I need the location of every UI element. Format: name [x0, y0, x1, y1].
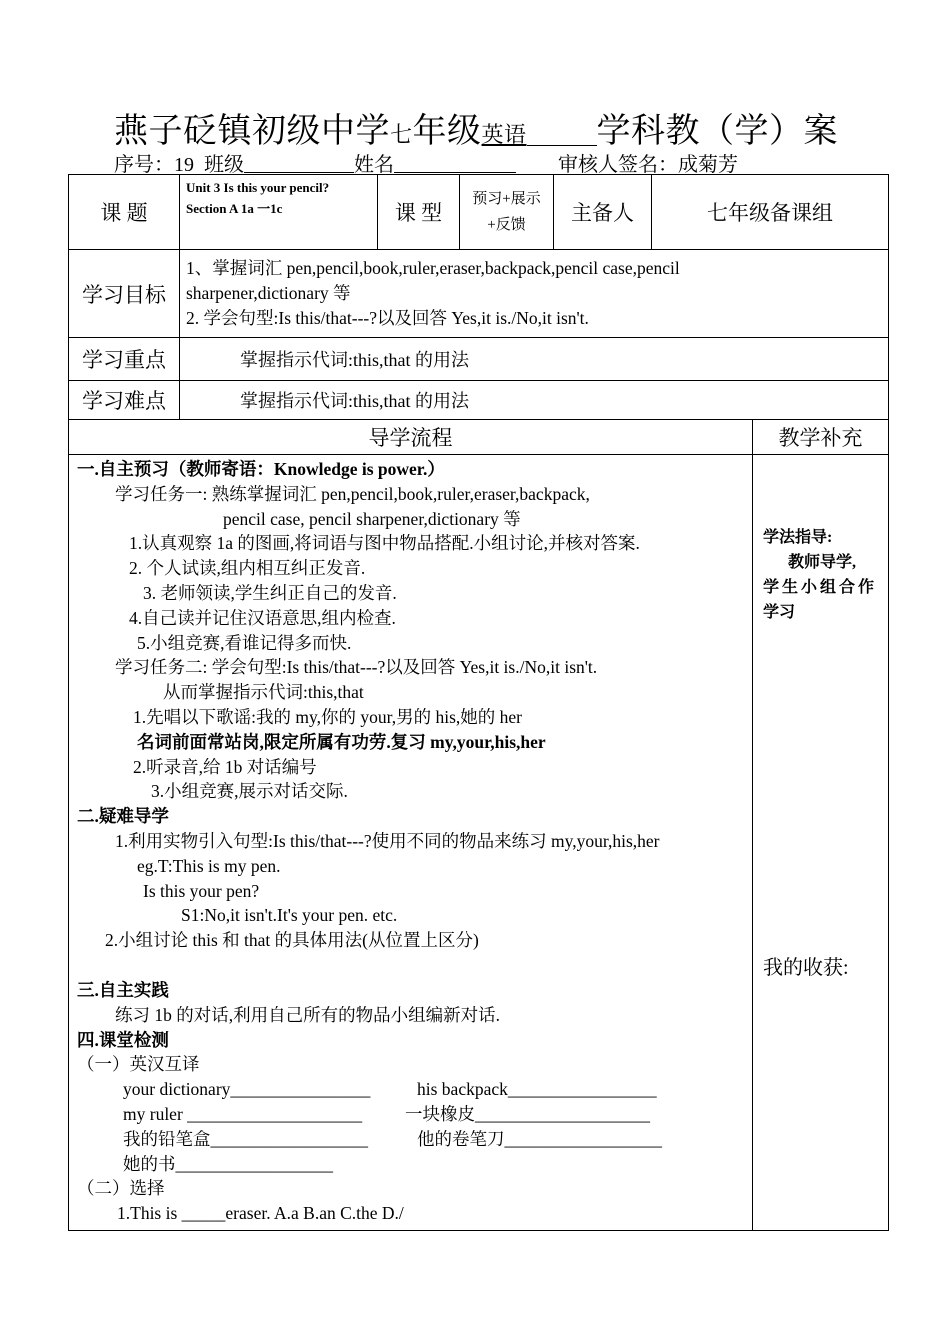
- step-line: 1.认真观察 1a 的图画,将词语与图中物品搭配.小组讨论,并核对答案.: [129, 533, 640, 554]
- school-name: 燕子砭镇初级中学: [114, 113, 390, 150]
- preparer-value: 七年级备课组: [652, 175, 889, 250]
- exercise-line: [77, 1102, 748, 1127]
- topic-label: 课 题: [69, 175, 180, 250]
- name-label: 姓名: [354, 154, 394, 176]
- goal-line: 2. 学会句型:Is this/that---?以及回答 Yes,it is./No,it isn't.: [186, 308, 589, 328]
- supplement-content: [753, 455, 889, 1231]
- supplement-header: 教学补充: [753, 420, 889, 455]
- key-label: 学习重点: [69, 338, 180, 381]
- goal-label: 学习目标: [69, 250, 180, 338]
- goal-line: sharpener,dictionary 等: [186, 283, 351, 303]
- grade-suffix: 年级: [412, 113, 482, 150]
- step-line: 2.小组讨论 this 和 that 的具体用法(从位置上区分): [105, 930, 479, 951]
- exercise-item: his backpack_________________: [417, 1079, 657, 1100]
- task-line: 学习任务一: 熟练掌握词汇 pen,pencil,book,ruler,eraser,backpack,: [115, 483, 590, 504]
- my-gain-label: 我的收获:: [763, 957, 849, 979]
- exercise-item: 她的书__________________: [123, 1153, 333, 1174]
- difficulty-value: 掌握指示代词:this,that 的用法: [180, 381, 889, 420]
- serial-number: 序号：19: [114, 154, 194, 176]
- chant-line: 名词前面常站岗,限定所属有功劳.复习 my,your,his,her: [137, 731, 546, 752]
- example-line: S1:No,it isn't.It's your pen. etc.: [181, 905, 398, 926]
- exercise-item: 一块橡皮____________________: [405, 1103, 650, 1124]
- sub-heading: （一）英汉互译: [77, 1054, 200, 1075]
- step-line: 1.利用实物引入句型:Is this/that---?使用不同的物品来练习 my,your,his,her: [115, 830, 660, 851]
- goal-line: 1、掌握词汇 pen,pencil,book,ruler,eraser,backpack,pencil case,pencil: [186, 258, 680, 278]
- section-heading: 二.疑难导学: [77, 806, 169, 827]
- grade: 七: [390, 122, 413, 147]
- step-line: 4.自己读并记住汉语意思,组内检查.: [129, 607, 396, 628]
- page-title: [114, 103, 838, 152]
- name-field[interactable]: [394, 154, 516, 173]
- type-label: 课 型: [378, 175, 460, 250]
- type-value: [460, 175, 554, 250]
- goal-content: [180, 250, 889, 338]
- type-value-line1: 预习+展示: [472, 191, 541, 207]
- difficulty-label: 学习难点: [69, 381, 180, 420]
- exercise-line: 1.This is _____eraser. A.a B.an C.the D./: [117, 1203, 404, 1224]
- topic-value: [180, 175, 378, 250]
- step-line: 3.小组竞赛,展示对话交际.: [151, 781, 348, 802]
- lesson-plan-table: [68, 174, 889, 1231]
- header-meta: [114, 148, 738, 177]
- method-title: 学法指导:: [763, 529, 833, 546]
- task-line: 学习任务二: 学会句型:Is this/that---?以及回答 Yes,it is./No,it isn't.: [115, 657, 598, 678]
- exercise-item: your dictionary________________: [123, 1079, 371, 1100]
- example-line: Is this your pen?: [143, 880, 260, 901]
- method-line: 学习: [763, 604, 796, 621]
- method-guide: [763, 525, 878, 625]
- section-heading: 一.自主预习（教师寄语：Knowledge is power.）: [77, 459, 445, 479]
- topic-value-line1: Unit 3 Is this your pencil?: [186, 180, 330, 195]
- task-line: pencil case, pencil sharpener,dictionary 等: [223, 508, 521, 529]
- topic-value-line2: Section A 1a 一1c: [186, 201, 283, 216]
- method-line: 教师导学,: [788, 554, 857, 571]
- method-line: 学生小组合作: [763, 579, 878, 596]
- step-line: 2.听录音,给 1b 对话编号: [133, 756, 317, 777]
- section-heading: 三.自主实践: [77, 979, 169, 1000]
- step-line: 1.先唱以下歌谣:我的 my,你的 your,男的 his,她的 her: [133, 706, 522, 727]
- flow-header: 导学流程: [69, 420, 753, 455]
- doc-type: 学科教（学）案: [596, 113, 839, 150]
- section-heading: 四.课堂检测: [77, 1029, 169, 1050]
- reviewer-label: 审核人签名：成菊芳: [558, 154, 738, 176]
- step-line: 练习 1b 的对话,利用自己所有的物品小组编新对话.: [115, 1004, 500, 1025]
- class-label: 班级: [204, 154, 244, 176]
- step-line: 5.小组竞赛,看谁记得多而快.: [137, 632, 352, 653]
- exercise-item: my ruler ____________________: [123, 1103, 363, 1124]
- exercise-line: [77, 1077, 748, 1102]
- exercise-item: 我的铅笔盒__________________: [123, 1128, 368, 1149]
- step-line: 2. 个人试读,组内相互纠正发音.: [129, 558, 366, 579]
- exercise-item: 他的卷笔刀__________________: [417, 1128, 662, 1149]
- type-value-line2: +反馈: [487, 217, 526, 233]
- key-value: 掌握指示代词:this,that 的用法: [180, 338, 889, 381]
- flow-content: [69, 455, 753, 1231]
- subject: 英语: [481, 122, 527, 147]
- task-line: 从而掌握指示代词:this,that: [163, 682, 364, 703]
- preparer-label: 主备人: [554, 175, 652, 250]
- class-field[interactable]: [244, 154, 354, 173]
- subject-blank: [527, 117, 597, 146]
- example-line: eg.T:This is my pen.: [137, 855, 281, 876]
- exercise-line: [77, 1152, 748, 1177]
- sub-heading: （二）选择: [77, 1178, 165, 1199]
- exercise-line: [77, 1127, 748, 1152]
- step-line: 3. 老师领读,学生纠正自己的发音.: [143, 582, 397, 603]
